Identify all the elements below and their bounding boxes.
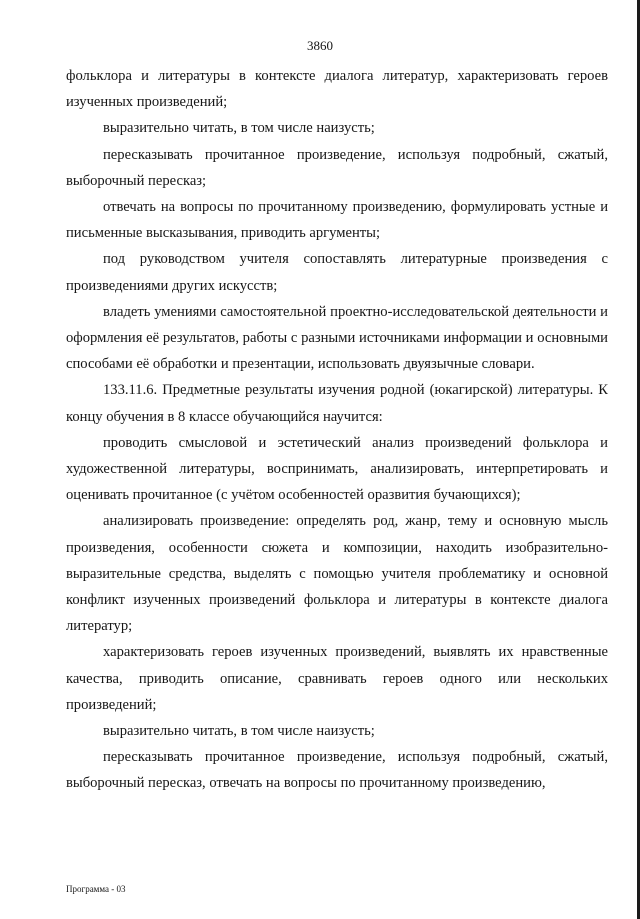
paragraph: владеть умениями самостоятельной проектно-исследовательской деятельности и оформления её результатов, работы с разными источниками информации и основными способами её обработки и презентации, использовать двуязычные словари. [66, 303, 608, 373]
paragraph: характеризовать героев изученных произведений, выявлять их нравственные качества, приводить описание, сравнивать героев одного или нескольких произведений; [66, 644, 608, 713]
paragraph: пересказывать прочитанное произведение, используя подробный, сжатый, выборочный пересказ, отвечать на вопросы по прочитанному произведению, [66, 749, 608, 792]
paragraph: выразительно читать, в том числе наизусть; [103, 120, 375, 137]
paragraph: фольклора и литературы в контексте диалога литератур, характеризовать героев изученных произведений; [66, 68, 608, 111]
paragraph: пересказывать прочитанное произведение, используя подробный, сжатый, выборочный пересказ; [66, 146, 608, 189]
paragraph: выразительно читать, в том числе наизусть; [103, 723, 375, 740]
section-heading-paragraph: 133.11.6. Предметные результаты изучения родной (юкагирской) литературы. К концу обучения в 8 классе обучающийся научится: [66, 382, 608, 425]
page-number: 3860 [307, 38, 333, 53]
footer-label: Программа - 03 [66, 884, 126, 894]
paragraph: анализировать произведение: определять род, жанр, тему и основную мысль произведения, особенности сюжета и композиции, находить изобразительно-выразительные средства, выделять с помощью учителя проблематику и основной конфликт изученных произведений фольклора и литературы в контексте диалога литератур; [66, 513, 608, 635]
paragraph: под руководством учителя сопоставлять литературные произведения с произведениями других искусств; [66, 251, 608, 294]
paragraph: проводить смысловой и эстетический анализ произведений фольклора и художественной литературы, воспринимать, анализировать, интерпретировать и оценивать прочитанное (с учётом особенностей оразвития бучающихся); [66, 434, 608, 504]
paragraph: отвечать на вопросы по прочитанному произведению, формулировать устные и письменные высказывания, приводить аргументы; [66, 199, 608, 242]
document-body [66, 63, 608, 797]
